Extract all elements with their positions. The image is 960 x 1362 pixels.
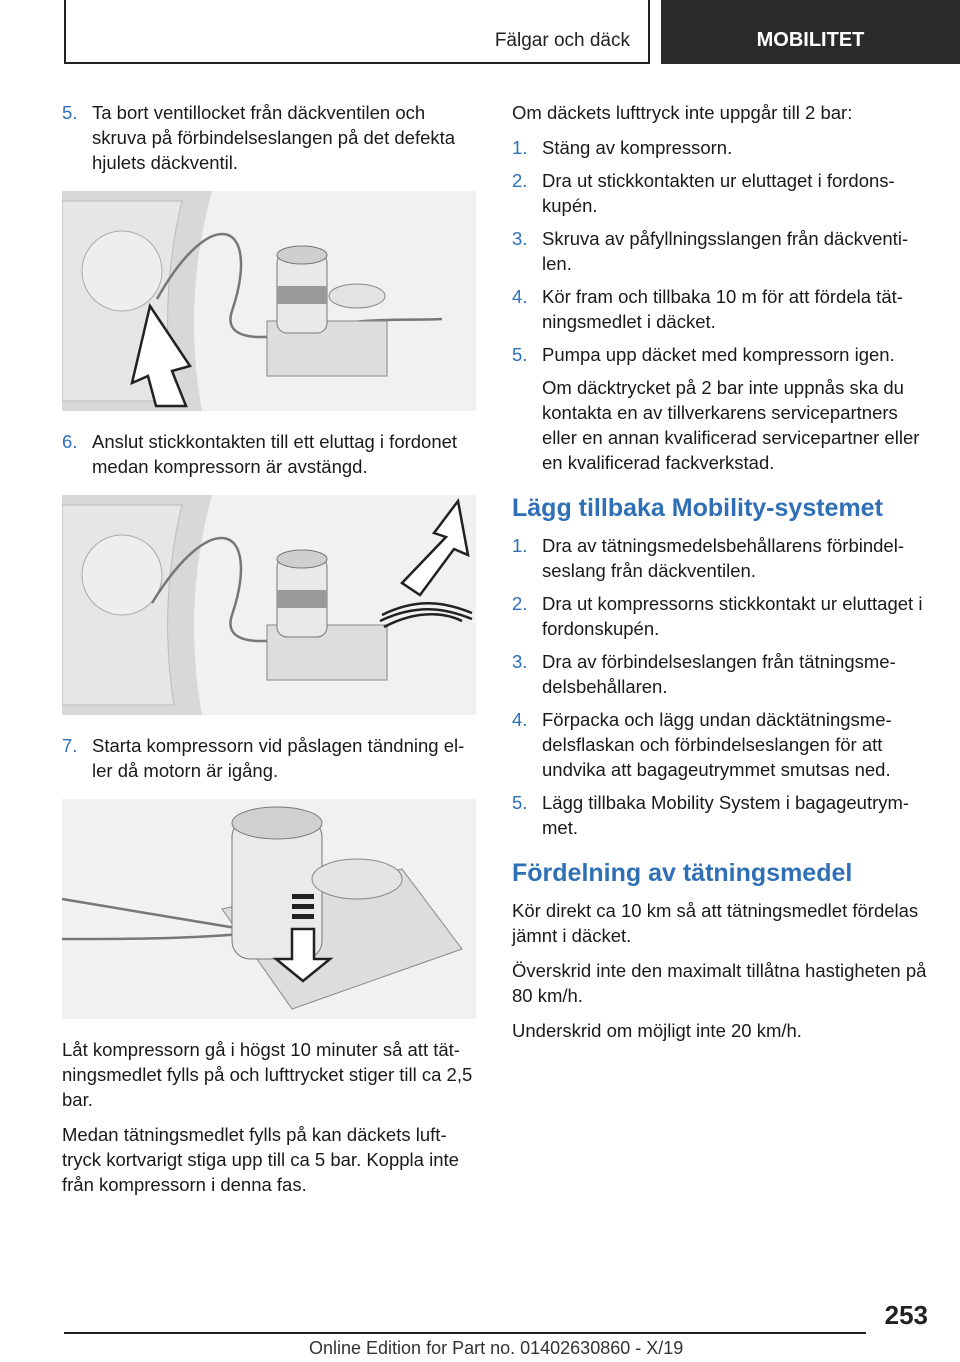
figure-plug-in: [62, 495, 476, 715]
step-text: Dra ut kompressorns stickkontakt ur eluttaget i fordonskupén.: [542, 593, 923, 639]
step-text: Skruva av påfyllningsslangen från däckventilen.: [542, 228, 909, 274]
paragraph: Överskrid inte den maximalt tillåtna hastigheten på 80 km/h.: [512, 960, 927, 1006]
step-text: Dra av tätningsmedelsbehållarens förbindelseslang från däckventilen.: [542, 535, 904, 581]
left-column: [62, 100, 476, 1207]
step-text: Stäng av kompressorn.: [542, 137, 733, 158]
step-number: 2.: [512, 170, 528, 191]
step-text: Förpacka och lägg undan däcktätningsmedelsflaskan och förbindelseslangen för att undvika att bagageutrymmet smutsas ned.: [542, 709, 892, 780]
step-number: 3.: [512, 228, 528, 249]
section-title: Fälgar och däck: [494, 30, 630, 51]
step-number: 6.: [62, 431, 78, 452]
step-item: [512, 135, 930, 160]
footer-divider: [64, 1332, 866, 1334]
step-number: 1.: [512, 535, 528, 556]
section-heading: Lägg tillbaka Mobility-systemet: [512, 494, 883, 522]
edition-text: Online Edition for Part no. 01402630860 - X/19: [309, 1338, 684, 1358]
step-number: 5.: [512, 344, 528, 365]
step-number: 1.: [512, 137, 528, 158]
step-item: [62, 733, 476, 783]
step-text: Kör fram och tillbaka 10 m för att fördela tätningsmedlet i däcket.: [542, 286, 903, 332]
step-number: 5.: [62, 102, 78, 123]
step-text: Starta kompressorn vid påslagen tändning eller då motorn är igång.: [92, 735, 465, 781]
step-item: [62, 429, 476, 479]
figure-start-compressor: [62, 799, 476, 1019]
paragraph: Om däckets lufttryck inte uppgår till 2 bar:: [512, 102, 853, 123]
step-note: Om däcktrycket på 2 bar inte uppnås ska du kontakta en av tillverkarens servicepartners eller en annan kvalificerad servicepartner eller en kvalificerad fackverkstad.: [542, 377, 920, 473]
step-item: [512, 649, 930, 699]
step-text: Dra av förbindelseslangen från tätningsmedelsbehållaren.: [542, 651, 896, 697]
figure-connect-hose: [62, 191, 476, 411]
step-number: 2.: [512, 593, 528, 614]
chapter-tab: MOBILITET: [661, 0, 960, 64]
step-text: Lägg tillbaka Mobility System i bagageutrymmet.: [542, 792, 910, 838]
step-item: [512, 790, 930, 840]
step-text: Ta bort ventillocket från däckventilen och skruva på förbindelseslangen på det defekta hjulets däckventil.: [92, 102, 456, 173]
right-column: [512, 100, 930, 1053]
step-text: Dra ut stickkontakten ur eluttaget i fordonskupén.: [542, 170, 895, 216]
paragraph: Kör direkt ca 10 km så att tätningsmedlet fördelas jämnt i däcket.: [512, 900, 919, 946]
step-number: 4.: [512, 709, 528, 730]
step-number: 5.: [512, 792, 528, 813]
step-item: [62, 100, 476, 175]
page-number: 253: [884, 1300, 928, 1330]
step-text: Pumpa upp däcket med kompressorn igen.: [542, 344, 895, 365]
step-item: [512, 342, 930, 367]
step-number: 3.: [512, 651, 528, 672]
paragraph: Låt kompressorn gå i högst 10 minuter så att tätningsmedlet fylls på och lufttrycket stiger till ca 2,5 bar.: [62, 1039, 473, 1110]
step-item: [512, 591, 930, 641]
step-number: 4.: [512, 286, 528, 307]
paragraph: Underskrid om möjligt inte 20 km/h.: [512, 1020, 802, 1041]
step-item: [512, 284, 930, 334]
step-item: [512, 707, 930, 782]
step-text: Anslut stickkontakten till ett eluttag i fordonet medan kompressorn är avstängd.: [92, 431, 458, 477]
paragraph: Medan tätningsmedlet fylls på kan däckets lufttryck kortvarigt stiga upp till ca 5 bar. Koppla inte från kompressorn i denna fas.: [62, 1124, 459, 1195]
step-item: [512, 168, 930, 218]
section-heading: Fördelning av tätningsmedel: [512, 859, 853, 887]
step-item: [512, 533, 930, 583]
step-number: 7.: [62, 735, 78, 756]
header-section-box: [64, 0, 650, 64]
step-item: [512, 226, 930, 276]
